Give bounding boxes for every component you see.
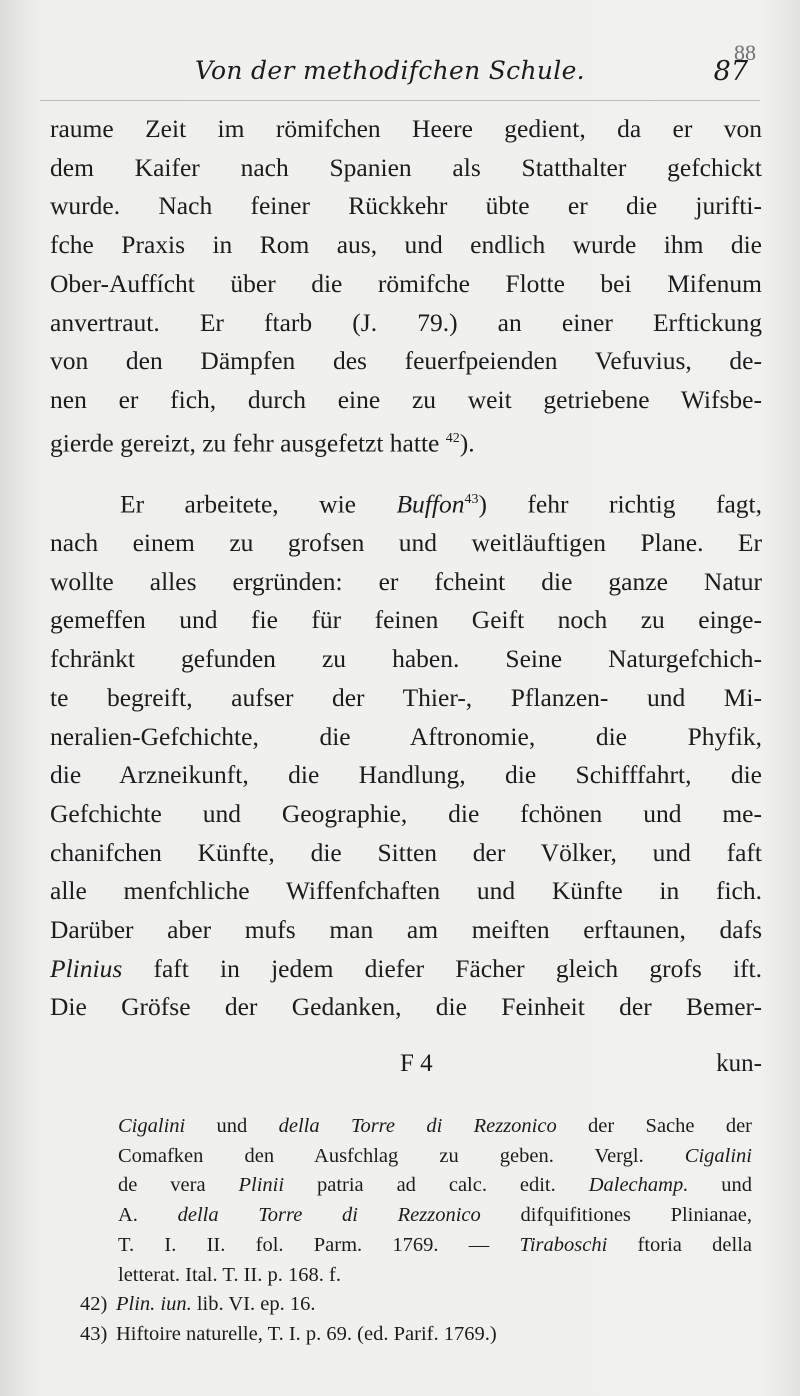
text-line: von den Dämpfen des feuerfpeienden Vefuvius, de-: [50, 346, 762, 376]
footnote-text: Hiftoire naturelle, T. I. p. 69. (ed. Parif. 1769.): [116, 1322, 497, 1345]
main-text: [50, 110, 762, 1027]
catchword: kun-: [716, 1050, 762, 1077]
text-line: anvertraut. Er ftarb (J. 79.) an einer Erftickung: [50, 307, 762, 337]
text-line: gierde gereizt, zu fehr ausgefetzt hatte $^{42}$).: [50, 428, 475, 458]
footnote-text: patria ad calc. edit.: [284, 1174, 589, 1197]
footnote-line: letterat. Ital. T. II. p. 168. f.: [118, 1263, 341, 1286]
author-name-plinius: Plinius: [50, 953, 123, 983]
footnote-line: [80, 1201, 752, 1231]
text-line: wollte alles ergründen: er fcheint die ganze Natur: [50, 566, 762, 596]
text-line: [50, 950, 762, 989]
footnote-text: ftoria della: [607, 1233, 753, 1256]
signature-mark: F 4: [400, 1050, 433, 1077]
citation-italic: Cigalini: [684, 1144, 752, 1167]
text-line: fchränkt gefunden zu haben. Seine Naturgefchich-: [50, 644, 762, 674]
footnote-line: [80, 1142, 752, 1172]
footnote-line: [80, 1231, 752, 1261]
page-number: 87: [713, 56, 748, 87]
text-line: [50, 481, 762, 524]
footnote-text: T. I. II. fol. Parm. 1769. —: [118, 1233, 520, 1256]
signature-row: [50, 1050, 762, 1086]
footnote-text: und: [688, 1174, 753, 1197]
footnote-text: A.: [118, 1204, 178, 1227]
text-line: Ober-Auffícht über die römifche Flotte bei Mifenum: [50, 268, 762, 298]
text-line: Die Gröfse der Gedanken, die Feinheit der Bemer-: [50, 992, 762, 1022]
text-line: raume Zeit im römifchen Heere gedient, da er von: [50, 114, 762, 143]
footnote-text: der Sache der: [556, 1115, 752, 1137]
text-line: dem Kaifer nach Spanien als Statthalter gefchickt: [50, 152, 762, 182]
footnote-42: [80, 1290, 752, 1320]
running-head: Von der methodifchen Schule.: [195, 56, 585, 85]
citation-italic: Plinii: [238, 1174, 285, 1197]
text-line: Darüber aber mufs man am meiften erftaunen, dafs: [50, 915, 762, 945]
citation-italic: della Torre di Rezzonico: [278, 1115, 557, 1137]
footnote-label: 42): [80, 1293, 108, 1316]
footnote-text: Comafken den Ausfchlag zu geben. Vergl.: [118, 1144, 685, 1167]
footnote-text: de vera: [118, 1174, 239, 1197]
text-segment: ) fehr richtig fagt,: [478, 489, 763, 519]
author-name-buffon: Buffon: [396, 489, 465, 519]
text-line: alle menfchliche Wiffenfchaften und Künfte in fich.: [50, 876, 762, 906]
footnote-line: [80, 1112, 752, 1142]
text-line: te begreift, aufser der Thier-, Pflanzen- und Mi-: [50, 682, 762, 712]
citation-italic: Tiraboschi: [519, 1233, 608, 1256]
header-rule: [40, 100, 760, 101]
footnotes: [80, 1112, 752, 1350]
footnote-line: [80, 1171, 752, 1201]
text-line: chanifchen Künfte, die Sitten der Völker, und faft: [50, 837, 762, 867]
text-line-content: gierde gereizt, zu fehr ausgefetzt hatte: [50, 428, 440, 458]
footnote-text: und: [185, 1115, 279, 1137]
pencil-page-number: 88: [734, 40, 756, 65]
text-line: die Arzneikunft, die Handlung, die Schifffahrt, die: [50, 760, 762, 790]
text-line: Gefchichte und Geographie, die fchönen und me-: [50, 798, 762, 828]
page-header: [195, 40, 760, 96]
footnote-ref-43: 43: [464, 491, 479, 507]
footnote-text: lib. VI. ep. 16.: [191, 1293, 316, 1316]
text-line: fche Praxis in Rom aus, und endlich wurde ihm die: [50, 230, 762, 260]
citation-italic: della Torre di Rezzonico: [177, 1204, 481, 1227]
text-line: neralien-Gefchichte, die Aftronomie, die Phyfik,: [50, 721, 762, 751]
text-segment: Er arbeitete, wie: [120, 489, 356, 519]
text-line: gemeffen und fie für feinen Geift noch zu einge-: [50, 605, 762, 635]
footnote-text: difquifitiones Plinianae,: [480, 1204, 752, 1227]
text-line: nach einem zu grofsen und weitläuftigen Plane. Er: [50, 528, 762, 558]
citation-italic: Cigalini: [118, 1115, 186, 1137]
text-segment: faft in jedem diefer Fächer gleich grofs ift.: [122, 953, 762, 983]
text-line: nen er fich, durch eine zu weit getriebene Wifsbe-: [50, 384, 762, 414]
paragraph-gap: [50, 463, 762, 481]
footnote-43: [80, 1320, 752, 1350]
footnote-ref-42: 42: [445, 430, 460, 446]
citation-italic: Dalechamp.: [588, 1174, 689, 1197]
text-line: wurde. Nach feiner Rückkehr übte er die jurifti-: [50, 191, 762, 221]
citation-italic: Plin. iun.: [116, 1293, 192, 1316]
footnote-label: 43): [80, 1322, 108, 1345]
